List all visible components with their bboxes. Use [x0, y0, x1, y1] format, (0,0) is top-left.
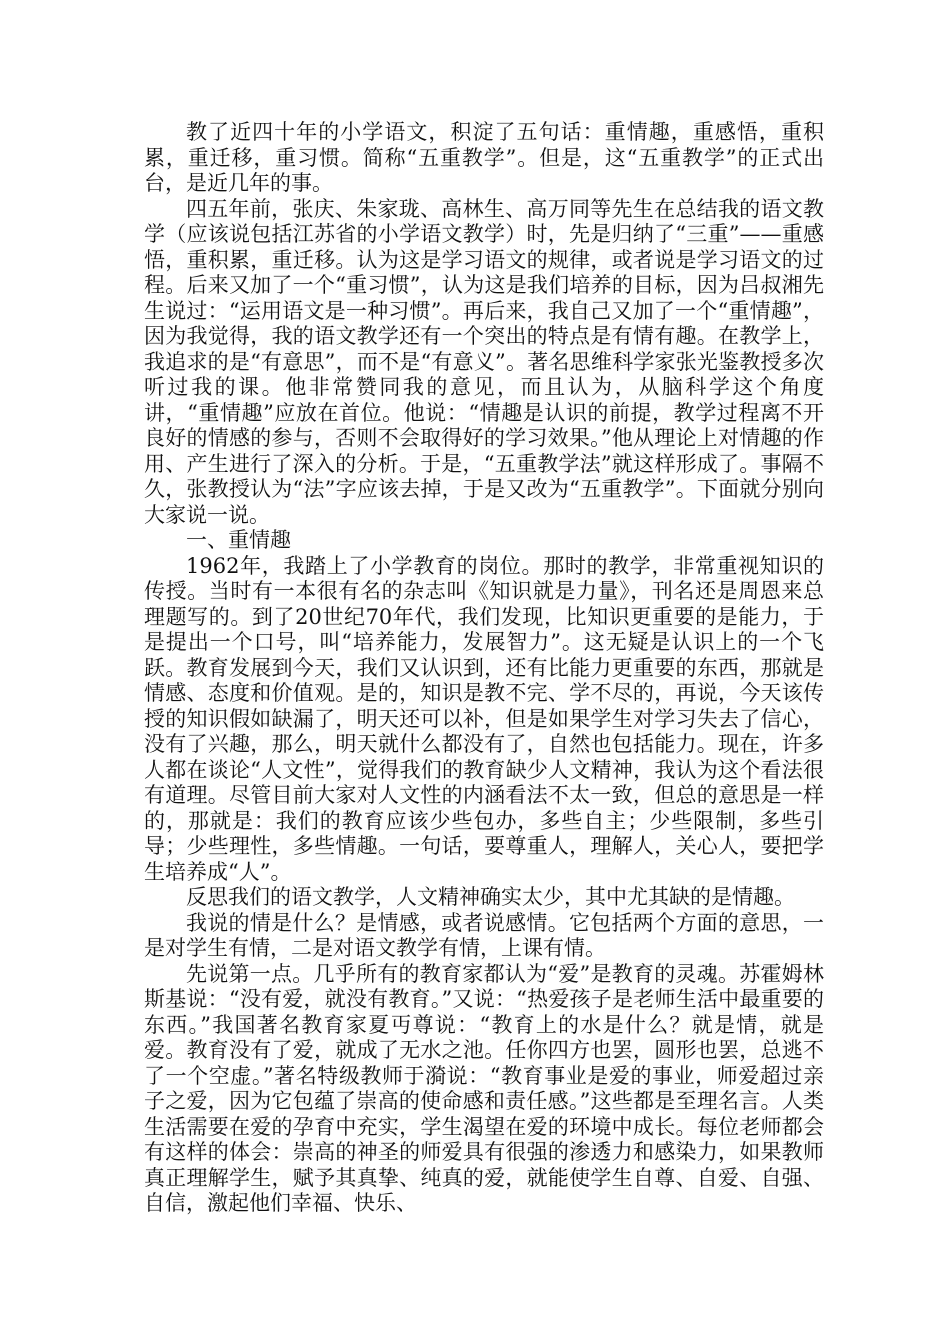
paragraph-love: 先说第一点。几乎所有的教育家都认为“爱”是教育的灵魂。苏霍姆林斯基说：“没有爱，就没有教育。”又说：“热爱孩子是老师生活中最重要的东西。”我国著名教育家夏丏尊说：“教育上的水是什么？就是情，就是爱。教育没有了爱，就成了无水之池。任你四方也罢，圆形也罢，总逃不了一个空虚。”著名特级教师于漪说：“教育事业是爱的事业，师爱超过亲子之爱，因为它包蕴了崇高的使命感和责任感。”这些都是至理名言。人类生活需要在爱的孕育中充实，学生渴望在爱的环境中成长。每位老师都会有这样的体会：崇高的神圣的师爱具有很强的渗透力和感染力，如果教师真正理解学生，赋予其真挚、纯真的爱，就能使学生自尊、自爱、自强、自信，激起他们幸福、快乐、 [144, 961, 824, 1215]
paragraph-1962: 1962年，我踏上了小学教育的岗位。那时的教学，非常重视知识的传授。当时有一本很有名的杂志叫《知识就是力量》，刊名还是周恩来总理题写的。到了20世纪70年代，我们发现，比知识更重要的是能力，于是提出一个口号，叫“培养能力，发展智力”。这无疑是认识上的一个飞跃。教育发展到今天，我们又认识到，还有比能力更重要的东西，那就是情感、态度和价值观。是的，知识是教不完、学不尽的，再说，今天该传授的知识假如缺漏了，明天还可以补，但是如果学生对学习失去了信心，没有了兴趣，那么，明天就什么都没有了，自然也包括能力。现在，许多人都在谈论“人文性”，觉得我们的教育缺少人文精神，我认为这个看法很有道理。尽管目前大家对人文性的内涵看法不太一致，但总的意思是一样的，那就是：我们的教育应该少些包办，多些自主；少些限制，多些引导；少些理性，多些情趣。一句话，要尊重人，理解人，关心人，要把学生培养成“人”。 [144, 553, 824, 884]
section-heading-qingqu: 一、重情趣 [186, 528, 291, 552]
paragraph-intro: 教了近四十年的小学语文，积淀了五句话：重情趣，重感悟，重积累，重迁移，重习惯。简称“五重教学”。但是，这“五重教学”的正式出台，是近几年的事。 [144, 120, 824, 195]
paragraph-what-is-qing: 我说的情是什么？是情感，或者说感情。它包括两个方面的意思，一是对学生有情，二是对语文教学有情，上课有情。 [144, 910, 824, 960]
paragraph-history: 四五年前，张庆、朱家珑、高林生、高万同等先生在总结我的语文教学（应该说包括江苏省的小学语文教学）时，先是归纳了“三重”——重感悟，重积累，重迁移。认为这是学习语文的规律，或者说是学习语文的过程。后来又加了一个“重习惯”，认为这是我们培养的目标，因为吕叔湘先生说过：“运用语文是一种习惯”。再后来，我自己又加了一个“重情趣”，因为我觉得，我的语文教学还有一个突出的特点是有情有趣。在教学上，我追求的是“有意思”，而不是“有意义”。著名思维科学家张光鉴教授多次听过我的课。他非常赞同我的意见，而且认为，从脑科学这个角度讲，“重情趣”应放在首位。他说：“情趣是认识的前提，教学过程离不开良好的情感的参与，否则不会取得好的学习效果。”他从理论上对情趣的作用、产生进行了深入的分析。于是，“五重教学法”就这样形成了。事隔不久，张教授认为“法”字应该去掉，于是又改为“五重教学”。下面就分别向大家说一说。 [144, 196, 824, 527]
paragraph-reflection: 反思我们的语文教学，人文精神确实太少，其中尤其缺的是情趣。 [186, 885, 795, 909]
document-body [144, 120, 824, 1217]
